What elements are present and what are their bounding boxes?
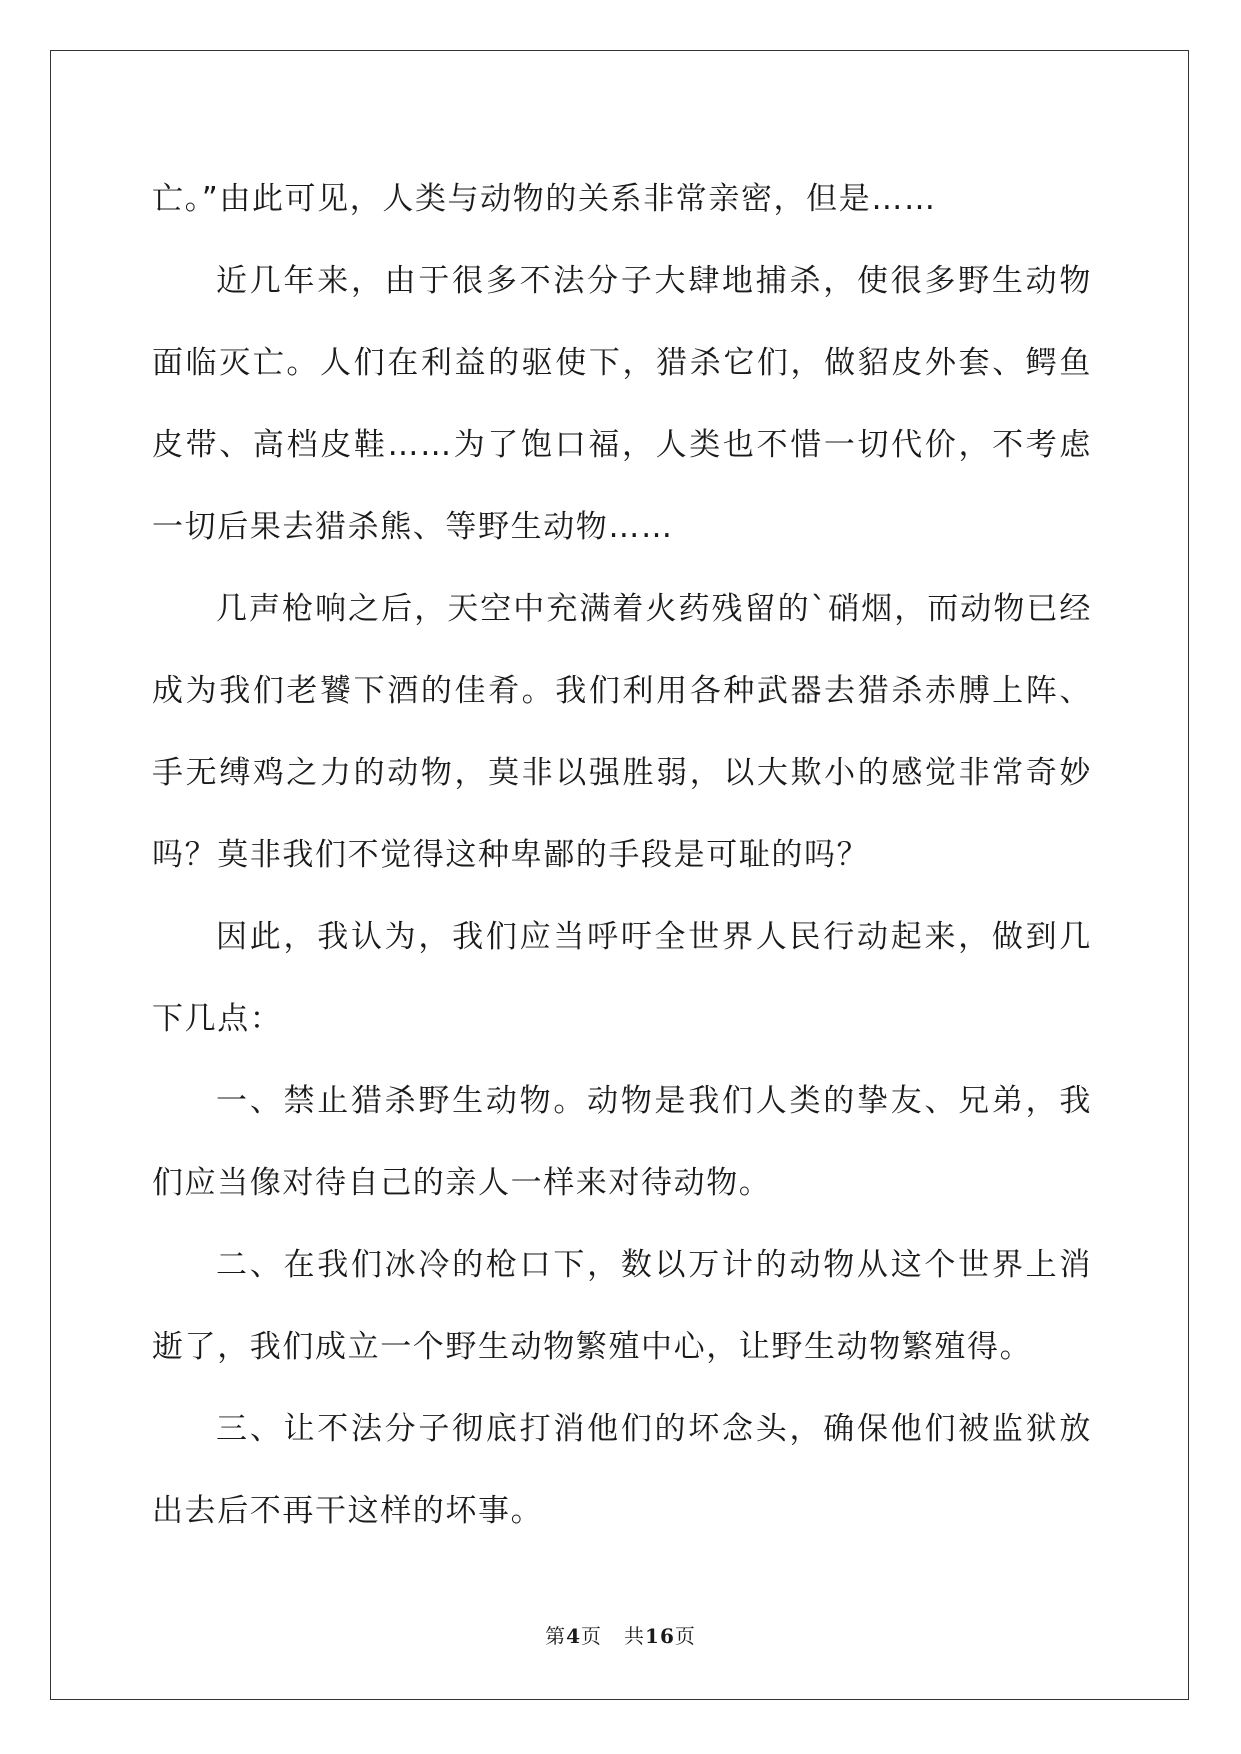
paragraph-5: 一、禁止猎杀野生动物。动物是我们人类的挚友、兄弟，我们应当像对待自己的亲人一样来对待动物。 — [152, 1083, 1092, 1201]
page-number-footer — [0, 1620, 1241, 1649]
total-page-count: 16 — [645, 1624, 675, 1648]
paragraph-4: 因此，我认为，我们应当呼吁全世界人民行动起来，做到几下几点： — [152, 919, 1092, 1037]
paragraph-6: 二、在我们冰冷的枪口下，数以万计的动物从这个世界上消逝了，我们成立一个野生动物繁殖中心，让野生动物繁殖得。 — [152, 1247, 1092, 1365]
paragraph-7: 三、让不法分子彻底打消他们的坏念头，确保他们被监狱放出去后不再干这样的坏事。 — [152, 1411, 1092, 1529]
footer-total-prefix: 共 — [624, 1624, 646, 1648]
paragraph-2: 近几年来，由于很多不法分子大肆地捕杀，使很多野生动物面临灭亡。人们在利益的驱使下，猎杀它们，做貂皮外套、鳄鱼皮带、高档皮鞋……为了饱口福，人类也不惜一切代价，不考虑一切后果去猎杀熊、等野生动物…… — [152, 263, 1092, 545]
footer-page-unit: 页 — [581, 1624, 603, 1648]
current-page-number: 4 — [566, 1624, 582, 1648]
footer-prefix: 第 — [545, 1624, 567, 1648]
footer-total-unit: 页 — [674, 1624, 696, 1648]
document-body — [152, 158, 1092, 1552]
paragraph-3: 几声枪响之后，天空中充满着火药残留的`硝烟，而动物已经成为我们老饕下酒的佳肴。我们利用各种武器去猎杀赤膊上阵、手无缚鸡之力的动物，莫非以强胜弱，以大欺小的感觉非常奇妙吗？莫非我们不觉得这种卑鄙的手段是可耻的吗？ — [152, 591, 1092, 873]
paragraph-1: 亡。”由此可见，人类与动物的关系非常亲密，但是…… — [152, 181, 937, 217]
